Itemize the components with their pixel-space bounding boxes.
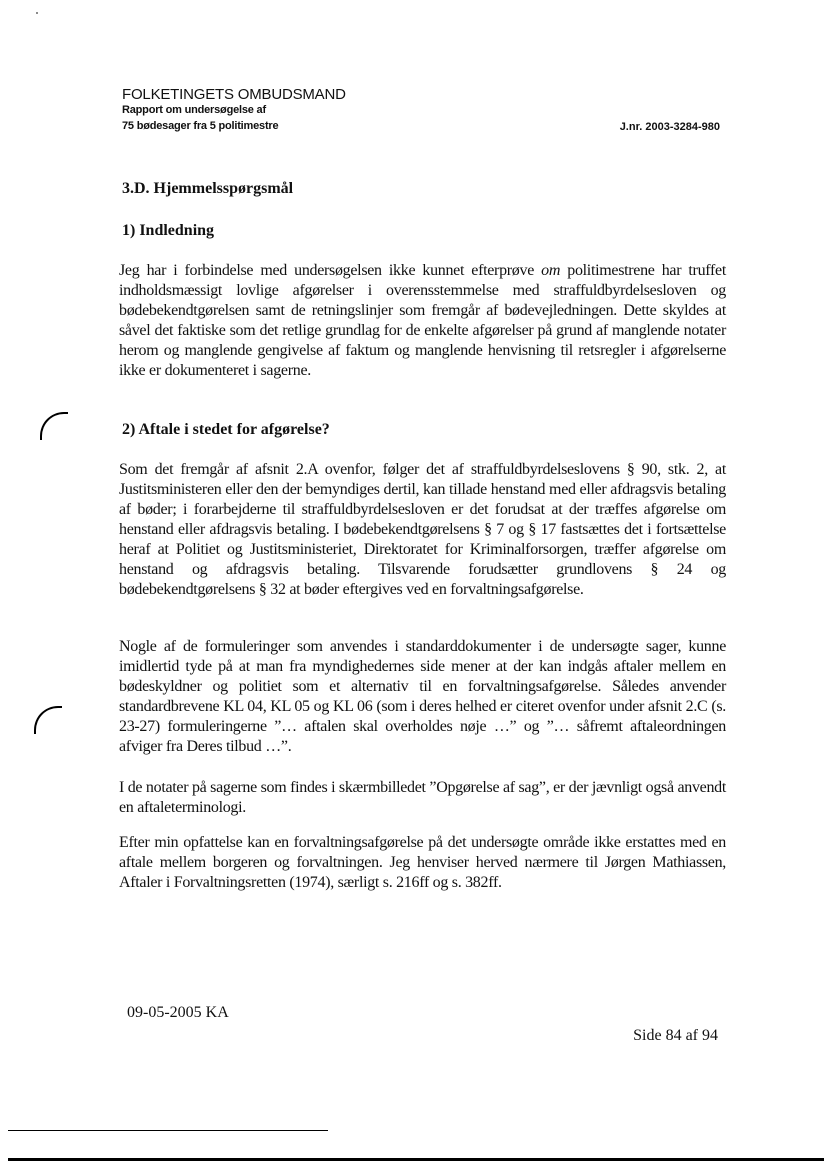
- header-organization: FOLKETINGETS OMBUDSMAND: [122, 86, 346, 103]
- paragraph-agreement-basis: Som det fremgår af afsnit 2.A ovenfor, følger det af straffuldbyrdelseslovens § 90, stk. 2, at Justitsministeren eller den der bemyndiges dertil, kan tillade henstand med eller afdragsvis betaling af bøder; i forarbejderne til straffuldbyrdelsesloven er det forudsat at der træffes afgørelse om henstand eller afdragsvis betaling. I bødebekendtgørelsens § 7 og § 17 fastsættes det i fortsættelse heraf at Politiet og Justitsministeriet, Direktoratet for Kriminalforsorgen, træffer afgørelse om henstand og afdragsvis betaling. Tilsvarende forudsætter grundlovens § 24 og bødebekendtgørelsens § 32 at bøder eftergives ved en forvaltningsafgørelse.: [119, 461, 726, 598]
- margin-bracket-mark: [34, 706, 62, 734]
- paragraph-standard-documents: Nogle af de formuleringer som anvendes i standarddokumenter i de undersøgte sager, kunne imidlertid tyde på at man fra myndighedernes side mener at der kan indgås aftaler mellem en bødeskyldner og politiet som et alternativ til en forvaltningsafgørelse. Således anvender standardbrevene KL 04, KL 05 og KL 06 (som i deres helhed er citeret ovenfor under afsnit 2.C (s. 23-27) formuleringerne ”… aftalen skal overholdes nøje …” og ”… såfremt aftaleordningen afviger fra Deres tilbud …”.: [119, 638, 726, 755]
- paragraph-introduction-part-a: Jeg har i forbindelse med undersøgelsen ikke kunnet efterprøve: [119, 262, 542, 279]
- section-title: 3.D. Hjemmelsspørgsmål: [122, 180, 294, 197]
- header-report-line-1: Rapport om undersøgelse af: [122, 104, 266, 116]
- page-number: Side 84 af 94: [633, 1027, 718, 1044]
- paragraph-introduction-part-b: politimestrene har truffet indholdsmæssigt lovlige afgørelser i overensstemmelse med straffuldbyrdelsesloven og bødebekendtgørelsen samt de retningslinjer som fremgår af bødevejledningen. Dette skyldes at såvel det faktiske som det retlige grundlag for de enkelte afgørelser på grund af manglende notater herom og manglende gengivelse af faktum og manglende henvisning til retsregler i afgørelserne ikke er dokumenteret i sagerne.: [119, 262, 726, 379]
- subsection-title-1: 1) Indledning: [122, 222, 215, 239]
- footer-divider-short: [8, 1130, 328, 1131]
- subsection-title-2: 2) Aftale i stedet for afgørelse?: [122, 421, 330, 438]
- paragraph-notes: I de notater på sagerne som findes i skærmbilledet ”Opgørelse af sag”, er der jævnligt også anvendt en aftaleterminologi.: [119, 779, 726, 816]
- paragraph-conclusion: Efter min opfattelse kan en forvaltningsafgørelse på det undersøgte område ikke erstattes med en aftale mellem borgeren og forvaltningen. Jeg henviser herved nærmere til Jørgen Mathiassen, Aftaler i Forvaltningsretten (1974), særligt s. 216ff og s. 382ff.: [119, 834, 726, 891]
- footer-divider-long: [8, 1158, 824, 1161]
- paragraph-introduction: [119, 261, 726, 381]
- paragraph-introduction-emphasis: om: [541, 262, 561, 279]
- footer-date: 09-05-2005 KA: [127, 1004, 229, 1021]
- margin-bracket-mark: [40, 412, 68, 440]
- scan-speck: [36, 12, 38, 14]
- header-report-line-2: 75 bødesager fra 5 politimestre: [122, 120, 279, 132]
- journal-number: J.nr. 2003-3284-980: [619, 121, 720, 133]
